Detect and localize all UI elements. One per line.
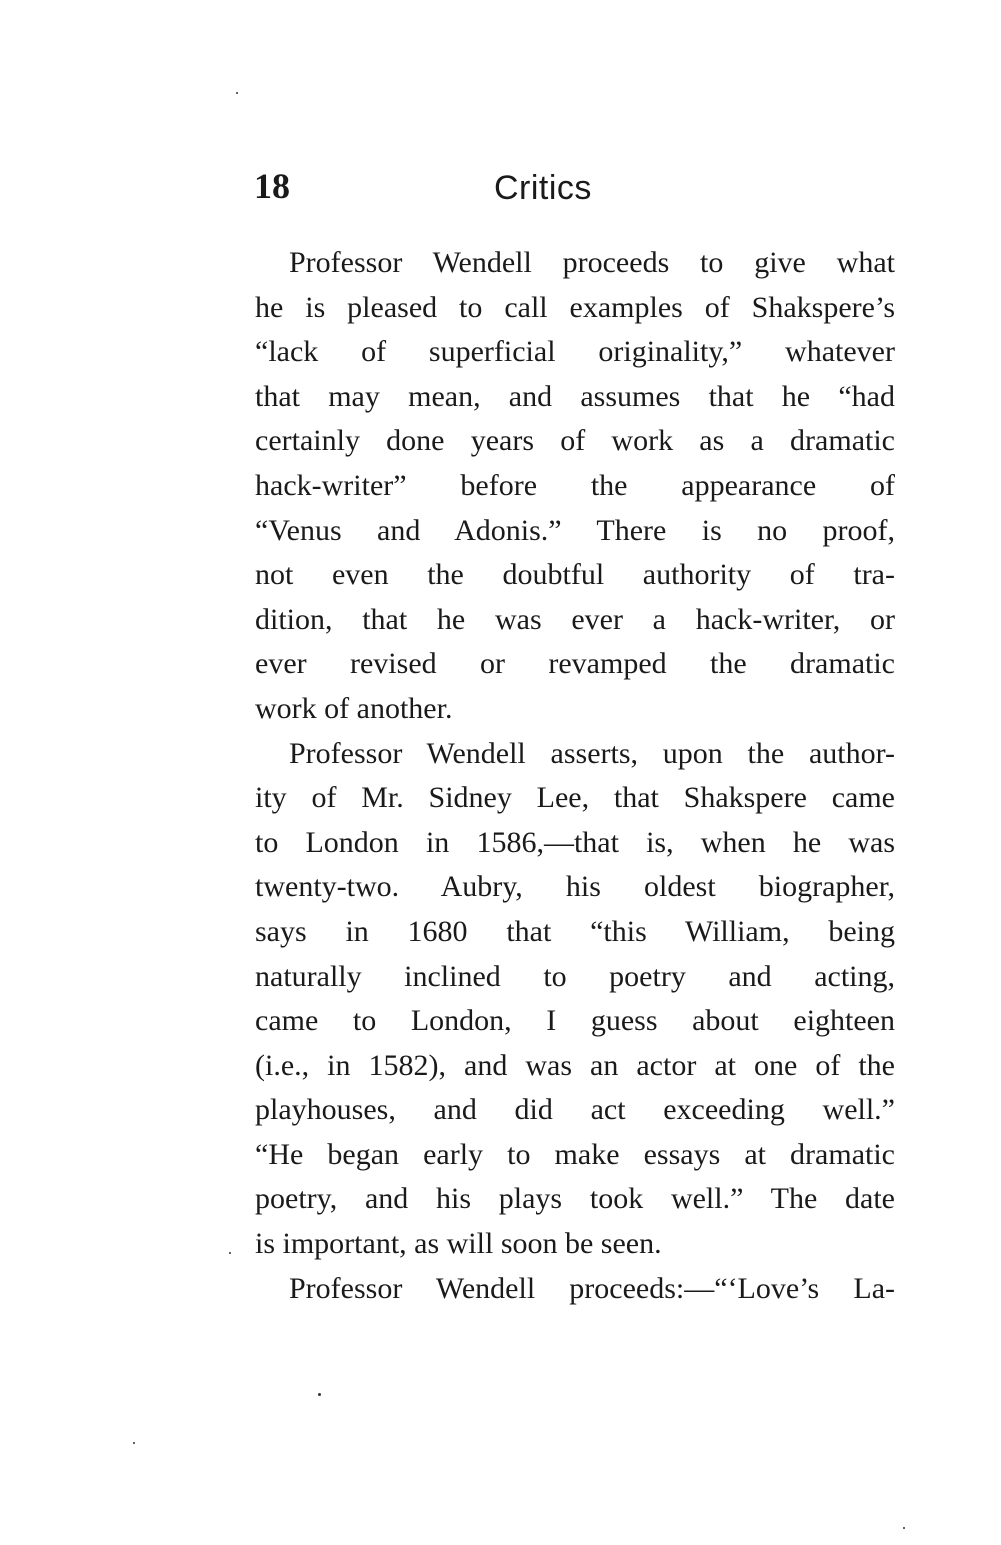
- text-line: Professor Wendell proceeds:—“‘Love’s La-: [289, 1271, 895, 1305]
- text-line: came to London, I guess about eighteen: [255, 1004, 895, 1038]
- text-line: “Venus and Adonis.” There is no proof,: [255, 513, 895, 547]
- text-line: Professor Wendell proceeds to give what: [289, 246, 895, 279]
- page-number: 18: [254, 166, 290, 206]
- text-line: dition, that he was ever a hack-writer, or: [255, 602, 895, 636]
- scan-speck: [133, 1442, 135, 1444]
- text-line: certainly done years of work as a dramatic: [255, 424, 895, 458]
- text-line: twenty-two. Aubry, his oldest biographer,: [255, 870, 895, 904]
- text-line: hack-writer” before the appearance of: [255, 468, 895, 502]
- text-line: to London in 1586,—that is, when he was: [255, 825, 895, 859]
- text-line: that may mean, and assumes that he “had: [255, 379, 895, 413]
- text-line: says in 1680 that “this William, being: [255, 914, 895, 948]
- text-line: ever revised or revamped the dramatic: [255, 647, 895, 681]
- text-line: poetry, and his plays took well.” The date: [255, 1182, 895, 1216]
- body-text: [255, 241, 895, 1311]
- text-line: playhouses, and did act exceeding well.”: [255, 1093, 895, 1127]
- scan-speck: [236, 92, 238, 94]
- text-line: work of another.: [255, 691, 453, 725]
- text-line: “lack of superficial originality,” whatever: [255, 335, 895, 369]
- text-line: ity of Mr. Sidney Lee, that Shakspere came: [255, 781, 895, 815]
- running-title: Critics: [494, 169, 592, 207]
- text-line: Professor Wendell asserts, upon the author-: [289, 736, 895, 770]
- text-line: is important, as will soon be seen.: [255, 1227, 662, 1261]
- scan-speck: [903, 1527, 905, 1529]
- scan-speck: [229, 1252, 231, 1254]
- scan-speck: [318, 1393, 321, 1396]
- text-line: he is pleased to call examples of Shakspere’s: [255, 290, 895, 324]
- text-line: “He began early to make essays at dramatic: [255, 1137, 895, 1171]
- text-line: naturally inclined to poetry and acting,: [255, 959, 895, 993]
- text-line: (i.e., in 1582), and was an actor at one of the: [255, 1048, 895, 1082]
- text-line: not even the doubtful authority of tra-: [255, 558, 895, 592]
